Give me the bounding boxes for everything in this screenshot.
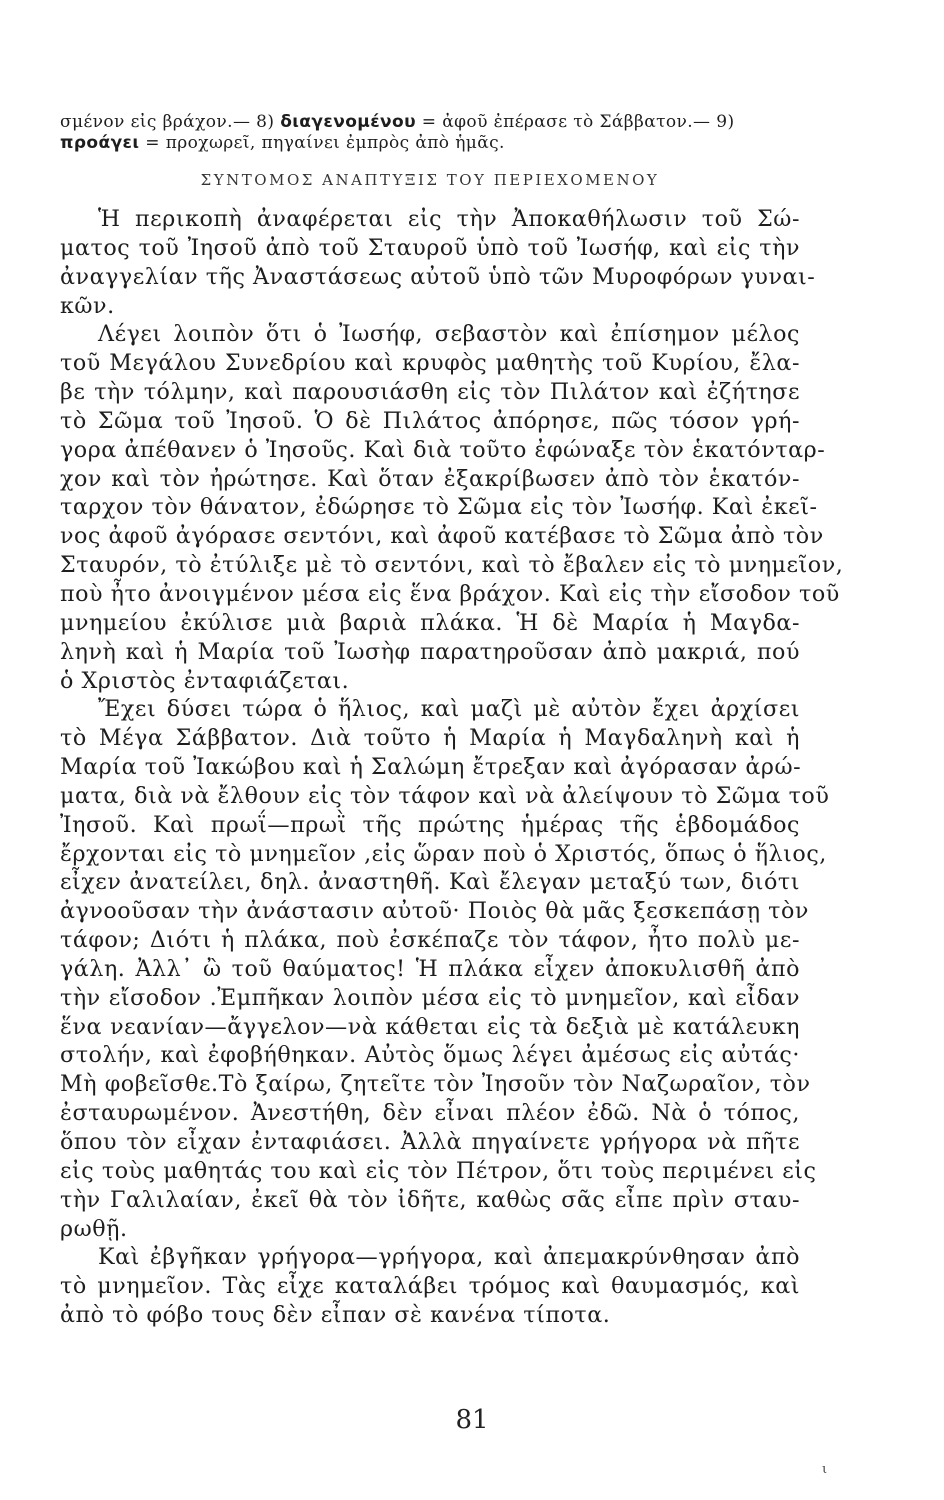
footnote-term: διαγενομένου xyxy=(280,112,416,132)
text-line: νος ἀφοῦ ἀγόρασε σεντόνι, καὶ ἀφοῦ κατέβασε τὸ Σῶμα ἀπὸ τὸν xyxy=(60,523,824,550)
text-line: ματος τοῦ Ἰησοῦ ἀπὸ τοῦ Σταυροῦ ὑπὸ τοῦ Ἰωσήφ, καὶ εἰς τὴν xyxy=(60,234,800,261)
text-line: ποὺ ἦτο ἀνοιγμένον μέσα εἰς ἕνα βράχον. Καὶ εἰς τὴν εἴσοδον τοῦ xyxy=(60,580,840,607)
text-line: τὸ Σῶμα τοῦ Ἰησοῦ. Ὁ δὲ Πιλάτος ἀπόρησε, πῶς τόσον γρή- xyxy=(60,407,800,434)
paragraph xyxy=(60,695,830,1243)
text-line: ταρχον τὸν θάνατον, ἐδώρησε τὸ Σῶμα εἰς τὸν Ἰωσήφ. Καὶ ἐκεῖ- xyxy=(60,494,818,521)
footnote-text: = προχωρεῖ, πηγαίνει ἐμπρὸς ἀπὸ ἡμᾶς. xyxy=(139,133,505,153)
text-line: Ἔχει δύσει τώρα ὁ ἥλιος, καὶ μαζὶ μὲ αὐτὸν ἔχει ἀρχίσει xyxy=(98,696,800,723)
text-line: ρωθῇ. xyxy=(60,1215,128,1242)
text-line: τὴν Γαλιλαίαν, ἐκεῖ θὰ τὸν ἰδῆτε, καθὼς σᾶς εἶπε πρὶν σταυ- xyxy=(60,1186,800,1213)
paragraph xyxy=(60,1243,800,1330)
text-line: μνημείου ἐκύλισε μιὰ βαριὰ πλάκα. Ἡ δὲ Μαρία ἡ Μαγδα- xyxy=(60,609,800,636)
footnote-term: προάγει xyxy=(60,133,140,153)
footnote-line xyxy=(60,112,800,133)
footnote-line xyxy=(60,133,800,154)
text-line: ἀπὸ τὸ φόβο τους δὲν εἶπαν σὲ κανένα τίποτα. xyxy=(60,1302,611,1329)
corner-mark: ι xyxy=(822,1462,828,1477)
text-line: κῶν. xyxy=(60,292,115,319)
text-line: χον καὶ τὸν ἠρώτησε. Καὶ ὅταν ἐξακρίβωσεν ἀπὸ τὸν ἑκατόν- xyxy=(60,465,800,492)
footnotes xyxy=(60,112,800,154)
text-line: εἶχεν ἀνατείλει, δηλ. ἀναστηθῆ. Καὶ ἔλεγαν μεταξύ των, διότι xyxy=(60,869,800,896)
text-line: ἕνα νεανίαν—ἄγγελον—νὰ κάθεται εἰς τὰ δεξιὰ μὲ κατάλευκη xyxy=(60,1013,800,1040)
text-line: γάλη. Ἀλλ᾽ ὢ τοῦ θαύματος! Ἡ πλάκα εἶχεν ἀποκυλισθῆ ἀπὸ xyxy=(60,955,800,982)
text-line: ἔρχονται εἰς τὸ μνημεῖον ,εἰς ὥραν ποὺ ὁ Χριστός, ὅπως ὁ ἥλιος, xyxy=(60,840,827,867)
text-line: ληνὴ καὶ ἡ Μαρία τοῦ Ἰωσὴφ παρατηροῦσαν ἀπὸ μακριά, πού xyxy=(60,638,800,665)
text-line: Σταυρόν, τὸ ἐτύλιξε μὲ τὸ σεντόνι, καὶ τὸ ἔβαλεν εἰς τὸ μνημεῖον, xyxy=(60,552,844,579)
page-number: 81 xyxy=(455,1405,489,1435)
footnote-text: = ἀφοῦ ἐπέρασε τὸ Σάββατον.— 9) xyxy=(416,112,735,132)
text-line: Ἡ περικοπὴ ἀναφέρεται εἰς τὴν Ἀποκαθήλωσιν τοῦ Σώ- xyxy=(98,206,800,232)
text-line: ὁ Χριστὸς ἐνταφιάζεται. xyxy=(60,667,350,694)
text-line: Λέγει λοιπὸν ὅτι ὁ Ἰωσήφ, σεβαστὸν καὶ ἐπίσημον μέλος xyxy=(98,321,800,348)
text-line: τὴν εἴσοδον .Ἐμπῆκαν λοιπὸν μέσα εἰς τὸ μνημεῖον, καὶ εἶδαν xyxy=(60,984,800,1011)
text-line: τάφον; Διότι ἡ πλάκα, ποὺ ἐσκέπαζε τὸν τάφον, ἦτο πολὺ με- xyxy=(60,927,800,954)
text-line: βε τὴν τόλμην, καὶ παρουσιάσθη εἰς τὸν Πιλάτον καὶ ἐζήτησε xyxy=(60,379,800,406)
text-line: Μὴ φοβεῖσθε.Τὸ ξαίρω, ζητεῖτε τὸν Ἰησοῦν τὸν Ναζωραῖον, τὸν xyxy=(60,1071,811,1098)
section-heading: ΣΥΝΤΟΜΟΣ ΑΝΑΠΤΥΞΙΣ ΤΟΥ ΠΕΡΙΕΧΟΜΕΝΟΥ xyxy=(200,171,660,189)
page-text-block xyxy=(60,112,844,1330)
text-line: ἐσταυρωμένον. Ἀνεστήθη, δὲν εἶναι πλέον ἐδῶ. Νὰ ὁ τόπος, xyxy=(60,1100,800,1127)
text-line: εἰς τοὺς μαθητάς του καὶ εἰς τὸν Πέτρον, ὅτι τοὺς περιμένει εἰς xyxy=(60,1157,817,1184)
text-line: τὸ μνημεῖον. Τὰς εἶχε καταλάβει τρόμος καὶ θαυμασμός, καὶ xyxy=(60,1273,800,1300)
text-line: ὅπου τὸν εἶχαν ἐνταφιάσει. Ἀλλὰ πηγαίνετε γρήγορα νὰ πῆτε xyxy=(60,1129,800,1155)
text-line: ἀναγγελίαν τῆς Ἀναστάσεως αὐτοῦ ὑπὸ τῶν Μυροφόρων γυναι- xyxy=(60,263,816,290)
text-line: Καὶ ἐβγῆκαν γρήγορα—γρήγορα, καὶ ἀπεμακρύνθησαν ἀπὸ xyxy=(98,1244,800,1271)
text-line: ματα, διὰ νὰ ἔλθουν εἰς τὸν τάφον καὶ νὰ ἀλείψουν τὸ Σῶμα τοῦ xyxy=(60,782,830,809)
text-line: τὸ Μέγα Σάββατον. Διὰ τοῦτο ἡ Μαρία ἡ Μαγδαληνὴ καὶ ἡ xyxy=(60,725,800,752)
text-line: γορα ἀπέθανεν ὁ Ἰησοῦς. Καὶ διὰ τοῦτο ἐφώναξε τὸν ἑκατόνταρ- xyxy=(60,436,826,463)
paragraph xyxy=(60,320,844,695)
footnote-text: σμένον εἰς βράχον.— 8) xyxy=(60,112,281,132)
text-line: στολήν, καὶ ἐφοβήθηκαν. Αὐτὸς ὅμως λέγει ἀμέσως εἰς αὐτάς· xyxy=(60,1042,800,1069)
text-line: τοῦ Μεγάλου Συνεδρίου καὶ κρυφὸς μαθητὴς τοῦ Κυρίου, ἔλα- xyxy=(60,350,800,377)
body-text xyxy=(60,205,844,1330)
text-line: Μαρία τοῦ Ἰακώβου καὶ ἡ Σαλώμη ἔτρεξαν καὶ ἀγόρασαν ἀρώ- xyxy=(60,754,802,781)
text-line: Ἰησοῦ. Καὶ πρωΐ—πρωῒ τῆς πρώτης ἡμέρας τῆς ἑβδομάδος xyxy=(60,811,800,838)
paragraph xyxy=(60,205,816,320)
text-line: ἀγνοοῦσαν τὴν ἀνάστασιν αὐτοῦ· Ποιὸς θὰ μᾶς ξεσκεπάσῃ τὸν xyxy=(60,898,809,925)
